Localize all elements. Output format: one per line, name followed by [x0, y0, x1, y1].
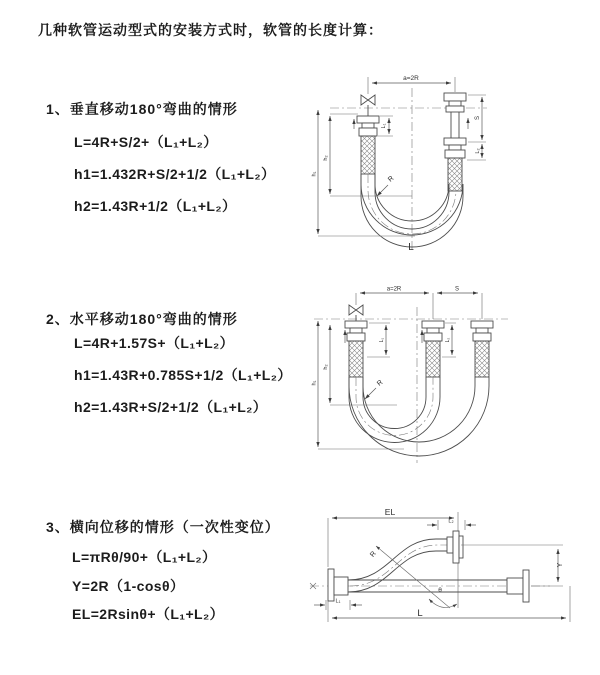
dim-l2-label: L₂ — [448, 518, 454, 525]
dim-y-label: Y — [557, 562, 564, 568]
right-fitting — [444, 93, 466, 191]
radius-label: R — [369, 550, 378, 559]
section-3-formula-y: Y=2R（1-cosθ） — [72, 578, 185, 594]
moving-end-fitting-position-2 — [471, 321, 493, 377]
fixed-end-fitting — [345, 321, 367, 377]
section-1-formula-h1: h1=1.432R+S/2+1/2（L₁+L₂） — [74, 166, 276, 182]
diagram-vertical-180-bend — [312, 66, 552, 258]
dim-h2-label: h₂ — [323, 364, 329, 370]
moving-end-fitting-position-1 — [422, 321, 444, 377]
radius-label: R — [376, 379, 385, 388]
left-fitting — [357, 116, 379, 174]
radius-line — [376, 546, 450, 608]
dim-h1-label: h₁ — [311, 171, 318, 177]
section-1-formula-l: L=4R+S/2+（L₁+L₂） — [74, 134, 218, 150]
section-2-formula-l: L=4R+1.57S+（L₁+L₂） — [74, 335, 235, 351]
braided-hose-section — [448, 158, 462, 191]
section-2-heading: 2、水平移动180°弯曲的情形 — [46, 311, 238, 327]
radius-label: R — [387, 175, 396, 184]
dim-l2-label: L₂ — [475, 148, 481, 154]
diagram-lateral-displacement — [298, 503, 590, 637]
section-3-heading: 3、横向位移的情形（一次性变位） — [46, 519, 280, 535]
braided-hose-section — [361, 136, 375, 174]
dim-l-ext — [328, 586, 570, 622]
hose-s-curve — [348, 539, 447, 592]
dim-l1-label: L₁ — [381, 123, 387, 129]
dim-l-label: L — [408, 242, 414, 253]
valve-icon — [349, 305, 363, 321]
dim-a2r-label: a=2R — [403, 75, 419, 82]
dim-h2-label: h₂ — [323, 155, 329, 161]
section-3-formula-l: L=πRθ/90+（L₁+L₂） — [72, 549, 217, 565]
dim-el-label: EL — [384, 507, 396, 517]
radius-arrow — [377, 185, 388, 196]
diagram-horizontal-180-bend — [312, 283, 562, 468]
dim-s-label: S — [454, 286, 460, 293]
section-2-formula-h1: h1=1.43R+0.785S+1/2（L₁+L₂） — [74, 367, 292, 383]
dim-h1-label: h₁ — [311, 380, 318, 386]
page-title: 几种软管运动型式的安装方式时，软管的长度计算： — [38, 22, 383, 38]
displaced-flange — [447, 531, 463, 563]
left-flange — [328, 569, 348, 601]
angle-arc — [429, 599, 457, 608]
section-1-heading: 1、垂直移动180°弯曲的情形 — [46, 101, 238, 117]
radius-arrow — [365, 388, 376, 399]
dim-s-label: S — [475, 115, 481, 121]
dim-l1-label: L₁ — [379, 337, 385, 343]
dim-l1-label: L₁ — [335, 598, 341, 605]
section-3-formula-el: EL=2Rsinθ+（L₁+L₂） — [72, 606, 225, 622]
valve-icon — [361, 95, 375, 116]
dim-l2-label: L₂ — [445, 337, 451, 343]
section-1-formula-h2: h2=1.43R+1/2（L₁+L₂） — [74, 198, 237, 214]
angle-theta-label: θ — [438, 587, 442, 594]
section-2-formula-h2: h2=1.43R+S/2+1/2（L₁+L₂） — [74, 399, 268, 415]
dim-l-label: L — [417, 608, 423, 619]
dim-extension-lines — [356, 293, 482, 319]
dim-a2r-label: a=2R — [386, 286, 402, 293]
